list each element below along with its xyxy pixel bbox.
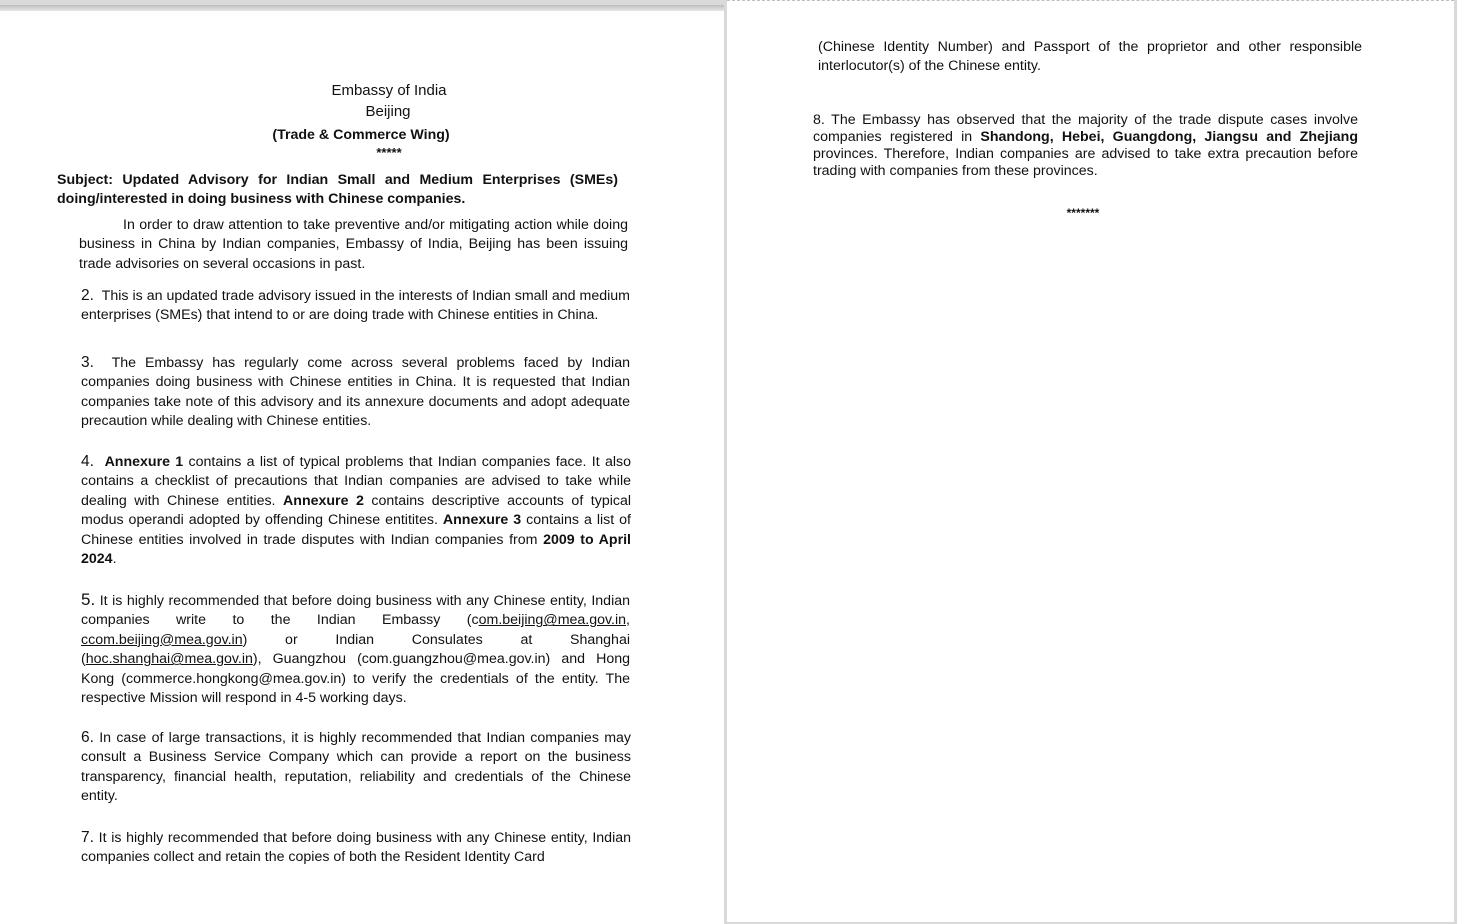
paragraph-6-text: In case of large transactions, it is highly recommended that Indian companies may consult a Business Service Company which can provide a report on the business transparency, financial health, reputation, reliability and credentials of the Chinese entity. — [81, 730, 631, 805]
page-top-shadow — [0, 5, 724, 11]
paragraph-4-text-1: contains a list of typical problems that Indian companies face. It also contains a checklist of precautions that Indian companies are advised to take while dealing with Chinese entities. — [81, 454, 631, 509]
paragraph-2-number: 2. — [81, 287, 94, 304]
end-stars: ******* — [1066, 206, 1100, 220]
paragraph-6 — [81, 728, 631, 807]
paragraph-8 — [813, 112, 1358, 180]
paragraph-4-text-3: contains a list of Chinese entities involved in trade disputes with Indian companies from — [81, 512, 631, 548]
paragraph-7-text: It is highly recommended that before doing business with any Chinese entity, Indian companies collect and retain the copies of both the Resident Identity Card — [81, 830, 631, 866]
province-list: Shandong, Hebei, Guangdong, Jiangsu and Zhejiang — [980, 129, 1358, 145]
header-city: Beijing — [365, 103, 411, 120]
paragraph-5-text-3: ) or Indian Consulates at Shanghai ( — [81, 631, 630, 668]
document-page-2 — [727, 0, 1454, 922]
paragraph-5-text-1: It is highly recommended that before doing business with any Chinese entity, Indian companies write to the Indian Embassy (c — [81, 593, 630, 629]
paragraph-8-text-2: provinces. Therefore, Indian companies are advised to take extra precaution before trading with companies from these provinces. — [813, 146, 1358, 179]
subject-line: Subject: Updated Advisory for Indian Small and Medium Enterprises (SMEs) doing/interested in doing business with Chinese companies. — [57, 172, 618, 208]
paragraph-7 — [81, 828, 631, 868]
paragraph-3-number: 3. — [81, 354, 94, 371]
email-link-ccom-beijing[interactable]: ccom.beijing@mea.gov.in — [81, 631, 243, 648]
paragraph-7-number: 7. — [81, 829, 94, 846]
paragraph-8-text-1: 8. The Embassy has observed that the majority of the trade dispute cases involve companies registered in — [813, 112, 1358, 145]
annexure-2-label: Annexure 2 — [283, 492, 364, 509]
intro-paragraph — [79, 216, 628, 274]
header-wing: (Trade & Commerce Wing) — [272, 127, 450, 143]
paragraph-4 — [81, 452, 631, 569]
paragraph-5-number: 5. — [81, 590, 96, 609]
annexure-3-label: Annexure 3 — [442, 512, 522, 529]
paragraph-7-continued: (Chinese Identity Number) and Passport of the proprietor and other responsible interlocutor(s) of the Chinese entity. — [818, 39, 1362, 75]
paragraph-4-text-4: . — [112, 551, 117, 568]
paragraph-2 — [81, 286, 630, 326]
paragraph-3-text: The Embassy has regularly come across several problems faced by Indian companies doing business with Chinese entities in China. It is requested that Indian companies take note of this advisory and its annexure documents and adopt adequate precaution while dealing with Chinese entities. — [81, 355, 630, 430]
paragraph-5 — [81, 590, 630, 708]
paragraph-5-text-2: , — [626, 612, 630, 629]
paragraph-6-number: 6. — [81, 729, 94, 746]
email-link-hoc-shanghai[interactable]: hoc.shanghai@mea.gov.in — [85, 651, 253, 668]
dispute-period: 2009 to April 2024 — [81, 531, 631, 568]
document-page-1 — [0, 5, 724, 924]
header-stars: ***** — [376, 145, 402, 160]
paragraph-5-text-4: ), Guangzhou (com.guangzhou@mea.gov.in) and Hong Kong (commerce.hongkong@mea.gov.in) to verify the credentials of the entity. The respective Mission will respond in 4-5 working days. — [81, 651, 630, 707]
paragraph-4-number: 4. — [81, 453, 94, 470]
annexure-1-label: Annexure 1 — [104, 454, 184, 470]
header-org: Embassy of India — [331, 82, 447, 99]
paragraph-2-text: This is an updated trade advisory issued in the interests of Indian small and medium enterprises (SMEs) that intend to or are doing trade with Chinese entities in China. — [81, 288, 630, 324]
intro-text: In order to draw attention to take preventive and/or mitigating action while doing business in China by Indian companies, Embassy of India, Beijing has been issuing trade advisories on several occasions in past. — [79, 217, 628, 272]
paragraph-4-text-2: contains descriptive accounts of typical modus operandi adopted by offending Chinese entitites. — [81, 492, 631, 529]
email-link-com-beijing[interactable]: om.beijing@mea.gov.in — [478, 612, 627, 629]
paragraph-3 — [81, 353, 630, 432]
